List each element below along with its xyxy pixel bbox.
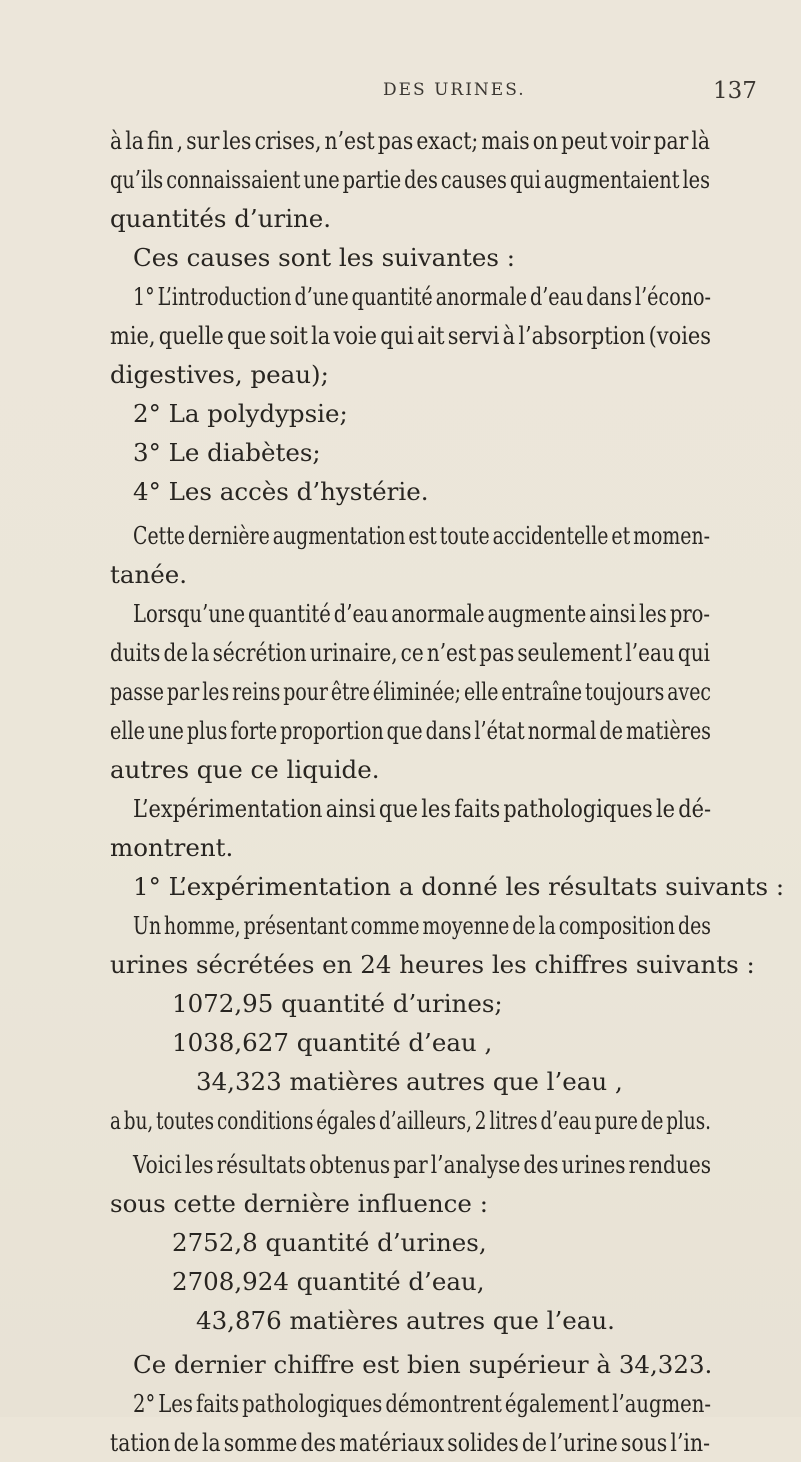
text-line: urines sécrétées en 24 heures les chiffres suivants :: [110, 950, 755, 979]
text-line: 1° L’expérimentation a donné les résultats suivants :: [133, 872, 785, 901]
text-line: elle une plus forte proportion que dans l’état normal de matières: [110, 716, 711, 745]
text-line: L’expérimentation ainsi que les faits pathologiques le dé-: [133, 794, 711, 823]
text-line: a bu, toutes conditions égales d’ailleurs, 2 litres d’eau pure de plus.: [110, 1106, 711, 1135]
text-line: digestives, peau);: [110, 360, 329, 389]
text-line: sous cette dernière influence :: [110, 1189, 488, 1218]
text-line: 2° La polydypsie;: [133, 399, 348, 428]
page-number: 137: [713, 78, 757, 104]
text-line: quantités d’urine.: [110, 204, 332, 233]
text-line: passe par les reins pour être éliminée; elle entraîne toujours avec: [110, 677, 711, 706]
text-line: Lorsqu’une quantité d’eau anormale augmente ainsi les pro-: [133, 599, 710, 628]
text-line: Voici les résultats obtenus par l’analyse des urines rendues: [133, 1150, 711, 1179]
text-line: qu’ils connaissaient une partie des causes qui augmentaient les: [110, 165, 710, 194]
text-line: montrent.: [110, 833, 234, 862]
text-line: 2° Les faits pathologiques démontrent également l’augmen-: [133, 1389, 711, 1418]
text-line: 2752,8 quantité d’urines,: [172, 1228, 487, 1257]
text-line: duits de la sécrétion urinaire, ce n’est pas seulement l’eau qui: [110, 638, 710, 667]
text-line: tanée.: [110, 560, 188, 589]
text-line: 43,876 matières autres que l’eau.: [196, 1306, 615, 1335]
text-line: 3° Le diabètes;: [133, 438, 321, 467]
text-line: Ces causes sont les suivantes :: [133, 243, 515, 272]
text-line: 1038,627 quantité d’eau ,: [172, 1028, 493, 1057]
text-line: à la fin , sur les crises, n’est pas exact; mais on peut voir par là: [110, 126, 710, 155]
text-line: 1072,95 quantité d’urines;: [172, 989, 503, 1018]
text-line: 34,323 matières autres que l’eau ,: [196, 1067, 623, 1096]
text-line: 1° L’introduction d’une quantité anormale d’eau dans l’écono-: [133, 282, 711, 311]
text-line: 2708,924 quantité d’eau,: [172, 1267, 485, 1296]
text-line: mie, quelle que soit la voie qui ait servi à l’absorption (voies: [110, 321, 711, 350]
text-line: Ce dernier chiffre est bien supérieur à 34,323.: [133, 1350, 713, 1379]
running-head: DES URINES.: [383, 80, 526, 100]
text-line: tation de la somme des matériaux solides de l’urine sous l’in-: [110, 1428, 710, 1457]
text-line: Un homme, présentant comme moyenne de la composition des: [133, 911, 711, 940]
text-line: 4° Les accès d’hystérie.: [133, 477, 429, 506]
text-line: Cette dernière augmentation est toute accidentelle et momen-: [133, 521, 710, 550]
text-line: autres que ce liquide.: [110, 755, 380, 784]
